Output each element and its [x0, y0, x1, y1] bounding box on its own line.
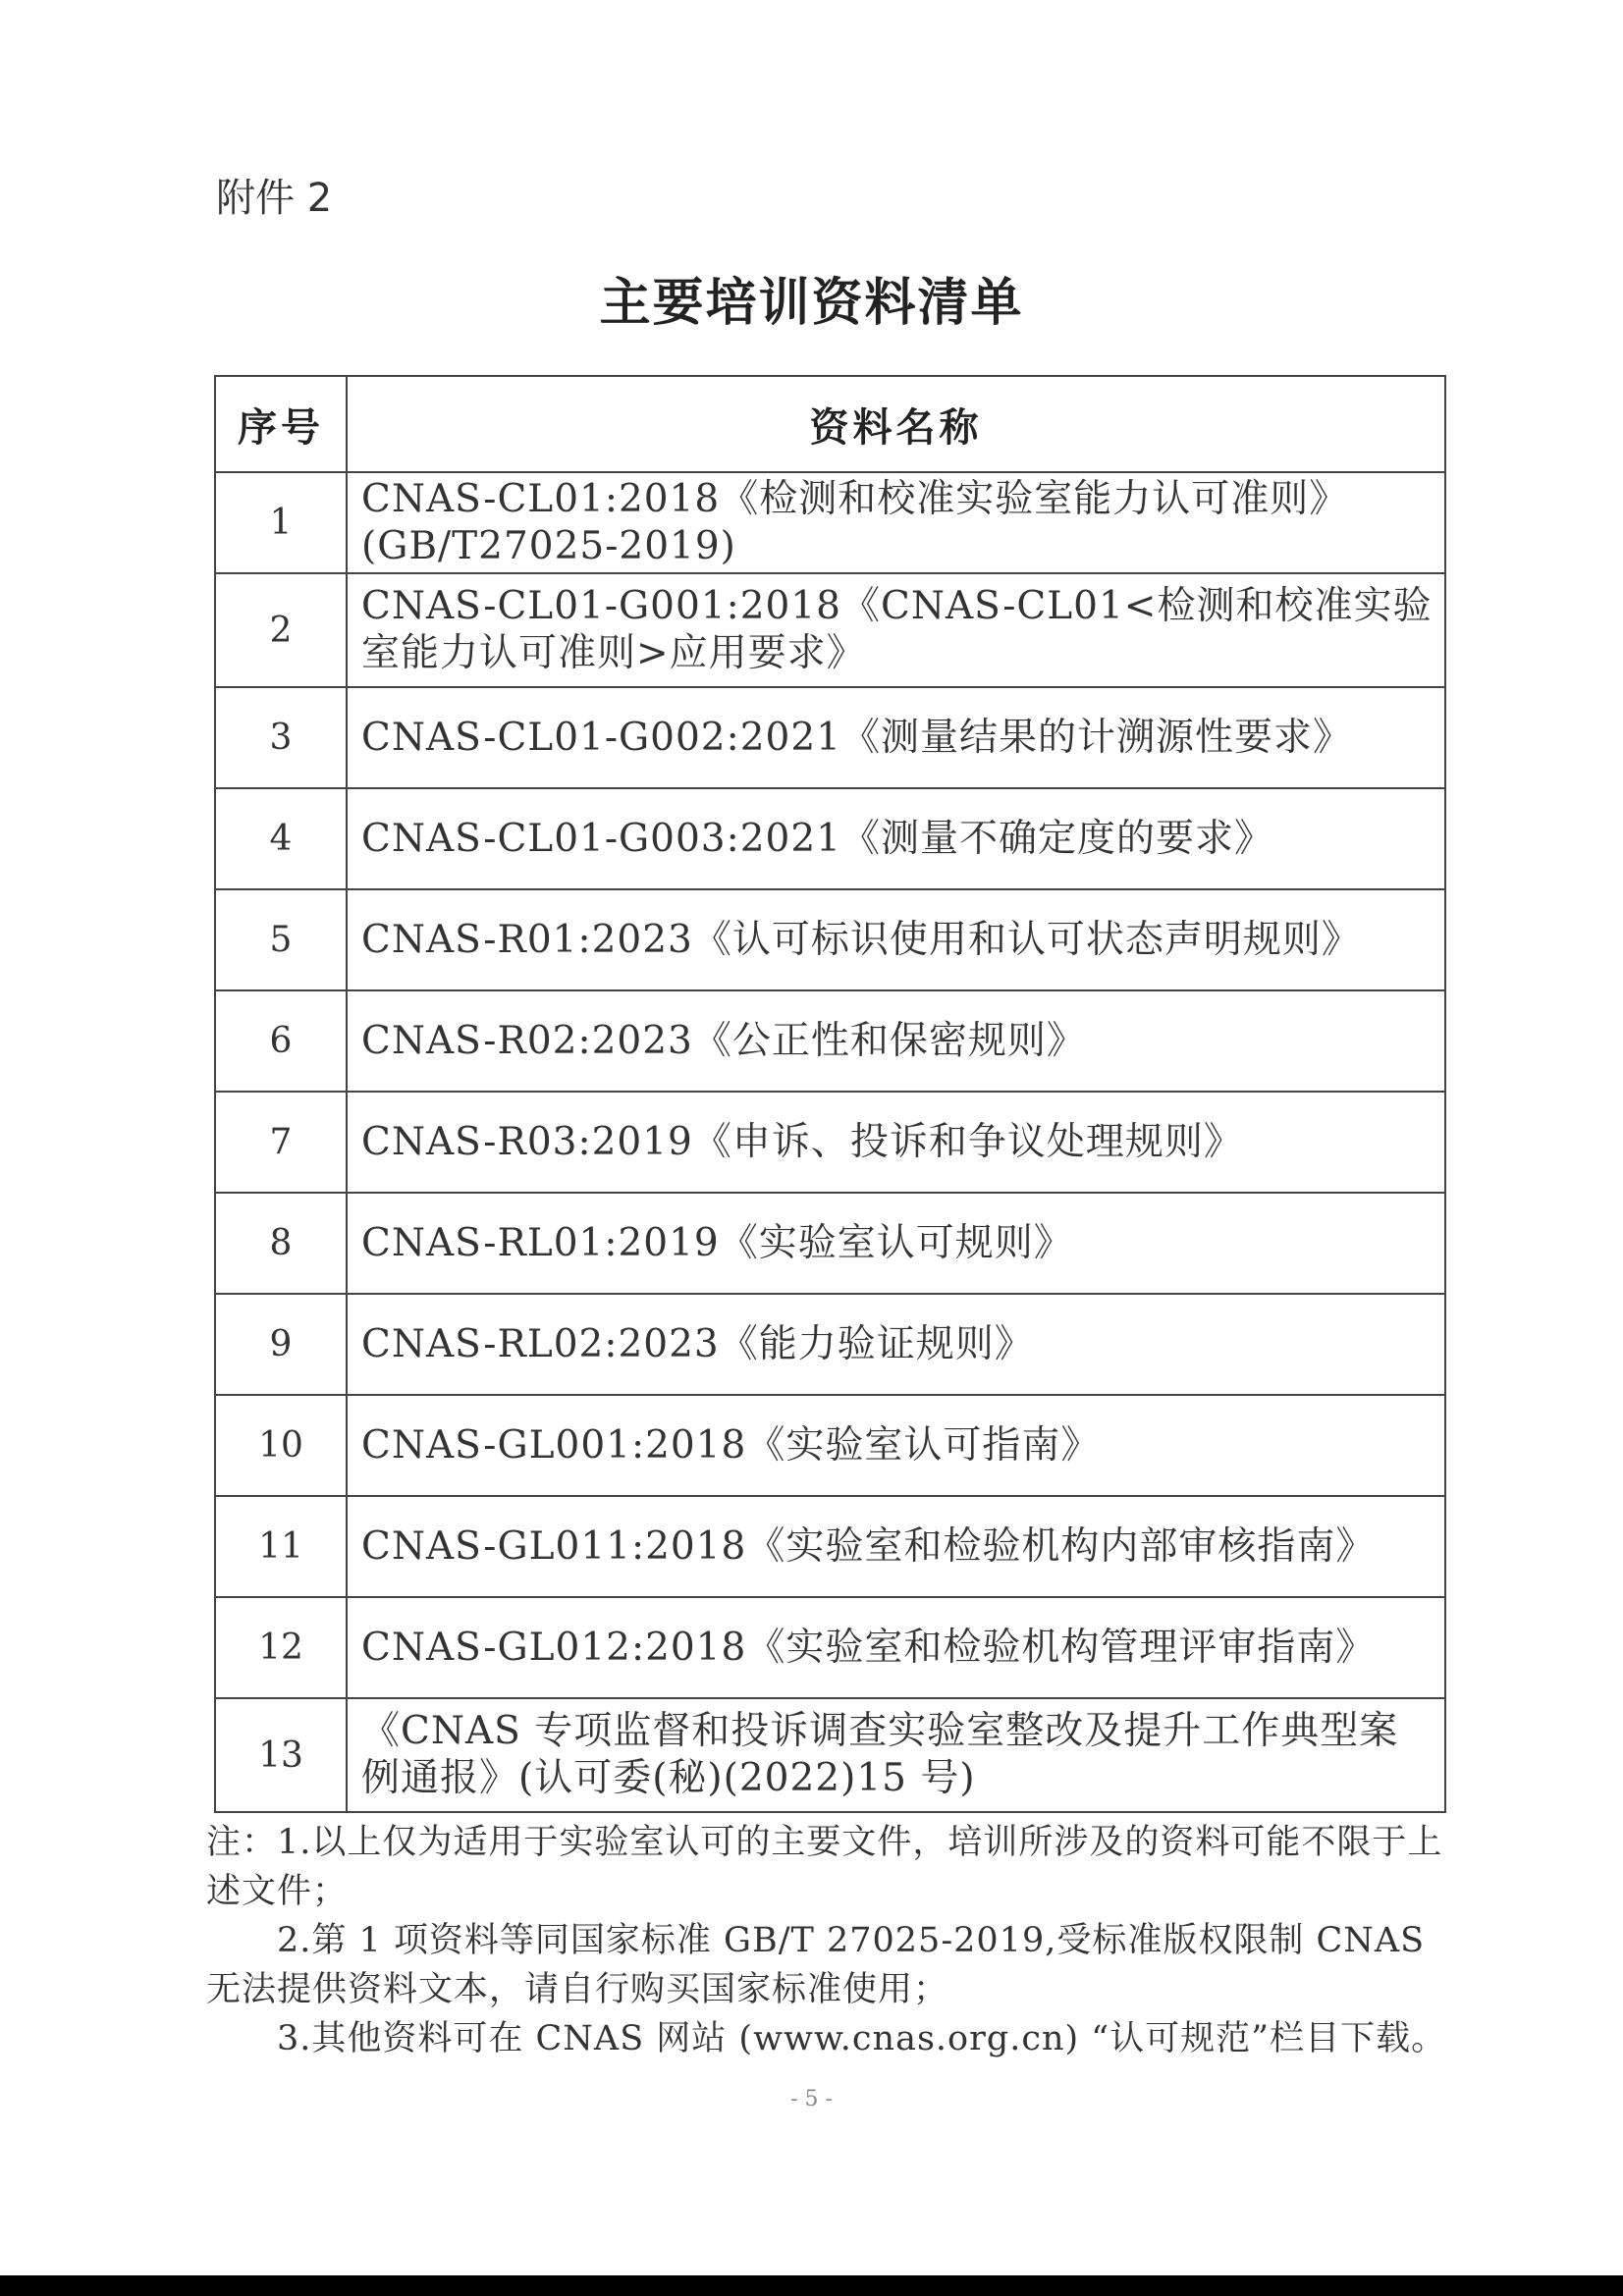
- row-serial-no: 12: [215, 1597, 347, 1698]
- row-material-name: CNAS-GL001:2018《实验室认可指南》: [347, 1395, 1445, 1496]
- note-2: 2.第 1 项资料等同国家标准 GB/T 27025-2019,受标准版权限制 CNAS 无法提供资料文本，请自行购买国家标准使用；: [206, 1921, 1426, 2009]
- row-serial-no: 3: [215, 687, 347, 788]
- row-serial-no: 1: [215, 472, 347, 573]
- row-material-name: CNAS-GL011:2018《实验室和检验机构内部审核指南》: [347, 1496, 1445, 1597]
- scan-bottom-border: [0, 2275, 1623, 2296]
- table-row: [215, 472, 1445, 573]
- row-serial-no: 10: [215, 1395, 347, 1496]
- row-material-name: CNAS-CL01-G003:2021《测量不确定度的要求》: [347, 788, 1445, 889]
- table-row: [215, 1092, 1445, 1193]
- notes-section: [206, 1818, 1453, 2063]
- training-materials-table: [214, 375, 1446, 1813]
- attachment-label: 附件 2: [216, 176, 333, 221]
- table-row: [215, 1496, 1445, 1597]
- table-row: [215, 1395, 1445, 1496]
- table-row: [215, 687, 1445, 788]
- table-row: [215, 1193, 1445, 1294]
- row-serial-no: 13: [215, 1698, 347, 1812]
- row-material-name: CNAS-CL01-G002:2021《测量结果的计溯源性要求》: [347, 687, 1445, 788]
- row-serial-no: 11: [215, 1496, 347, 1597]
- row-serial-no: 2: [215, 573, 347, 687]
- header-serial-no: 序号: [215, 376, 347, 472]
- row-material-name: CNAS-CL01:2018《检测和校准实验室能力认可准则》(GB/T27025-2019): [347, 472, 1445, 573]
- row-material-name: CNAS-R01:2023《认可标识使用和认可状态声明规则》: [347, 889, 1445, 990]
- table-row: [215, 788, 1445, 889]
- row-material-name: CNAS-RL01:2019《实验室认可规则》: [347, 1193, 1445, 1294]
- row-serial-no: 5: [215, 889, 347, 990]
- table-row: [215, 573, 1445, 687]
- row-serial-no: 4: [215, 788, 347, 889]
- row-material-name: CNAS-R02:2023《公正性和保密规则》: [347, 990, 1445, 1092]
- table-row: [215, 1698, 1445, 1812]
- page-number: - 5 -: [790, 2087, 833, 2111]
- row-serial-no: 8: [215, 1193, 347, 1294]
- note-1: 注：1.以上仅为适用于实验室认可的主要文件，培训所涉及的资料可能不限于上述文件；: [206, 1823, 1443, 1911]
- row-material-name: 《CNAS 专项监督和投诉调查实验室整改及提升工作典型案例通报》(认可委(秘)(2022)15 号): [347, 1698, 1445, 1812]
- row-material-name: CNAS-CL01-G001:2018《CNAS-CL01<检测和校准实验室能力认可准则>应用要求》: [347, 573, 1445, 687]
- row-serial-no: 6: [215, 990, 347, 1092]
- table-row: [215, 1597, 1445, 1698]
- row-serial-no: 7: [215, 1092, 347, 1193]
- page-title: 主要培训资料清单: [599, 273, 1024, 333]
- row-material-name: CNAS-GL012:2018《实验室和检验机构管理评审指南》: [347, 1597, 1445, 1698]
- table-row: [215, 889, 1445, 990]
- table-header-row: [215, 376, 1445, 472]
- note-3: 3.其他资料可在 CNAS 网站 (www.cnas.org.cn) “认可规范”栏目下载。: [277, 2019, 1447, 2058]
- row-serial-no: 9: [215, 1294, 347, 1395]
- header-material-name: 资料名称: [347, 376, 1445, 472]
- row-material-name: CNAS-R03:2019《申诉、投诉和争议处理规则》: [347, 1092, 1445, 1193]
- table-row: [215, 990, 1445, 1092]
- table-row: [215, 1294, 1445, 1395]
- row-material-name: CNAS-RL02:2023《能力验证规则》: [347, 1294, 1445, 1395]
